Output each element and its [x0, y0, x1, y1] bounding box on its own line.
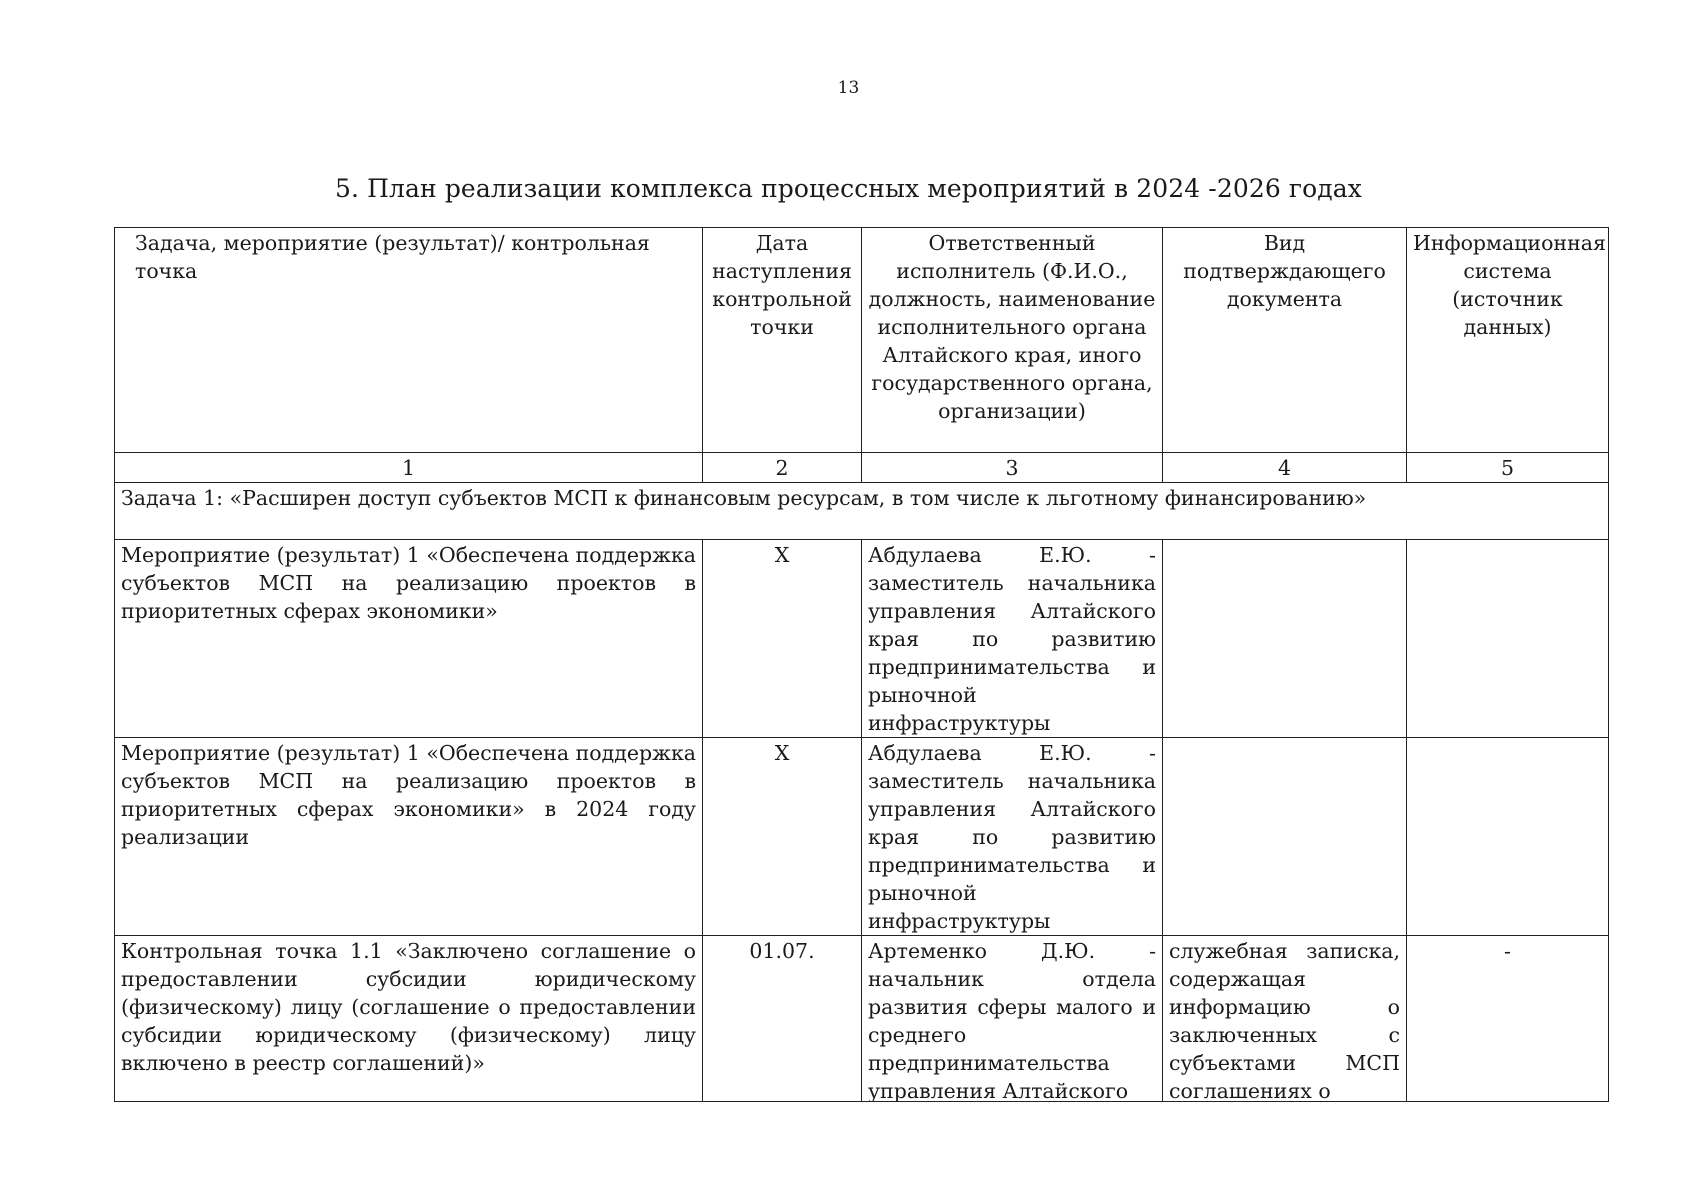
row-name-text: Контрольная точка 1.1 «Заключено соглашение о предоставлении субсидии юридическому (физическому) лицу (соглашение о предоставлении субсидии юридическому (физическому) лицу включено в реестр соглашений)»	[121, 939, 696, 1075]
implementation-plan-table	[114, 227, 1609, 1102]
row-document	[1163, 738, 1407, 936]
page-number: 13	[837, 78, 860, 98]
table-row	[115, 738, 1609, 936]
column-number: 2	[703, 453, 862, 483]
header-document: Вид подтверждающего документа	[1163, 228, 1407, 453]
section-title: 5. План реализации комплекса процессных мероприятий в 2024 -2026 годах	[335, 174, 1362, 203]
header-responsible: Ответственный исполнитель (Ф.И.О., должность, наименование исполнительного органа Алтайского края, иного государственного органа, организации)	[862, 228, 1163, 453]
row-responsible	[862, 936, 1163, 1102]
row-system	[1407, 738, 1609, 936]
row-date: Х	[703, 738, 862, 936]
table-header-row	[115, 228, 1609, 453]
row-date	[703, 936, 862, 1102]
row-responsible: Абдулаева Е.Ю. - заместитель начальника управления Алтайского края по развитию предпринимательства и рыночной инфраструктуры	[862, 540, 1163, 738]
header-task: Задача, мероприятие (результат)/ контрольная точка	[115, 228, 703, 453]
row-name	[115, 936, 703, 1102]
row-document-text: служебная записка, содержащая информацию о заключенных с субъектами МСП соглашениях о	[1169, 939, 1400, 1101]
header-system: Информационная система (источник данных)	[1407, 228, 1609, 453]
row-system	[1407, 540, 1609, 738]
task-title: Задача 1: «Расширен доступ субъектов МСП к финансовым ресурсам, в том числе к льготному финансированию»	[115, 483, 1609, 540]
row-date-text: 01.07.	[749, 939, 815, 963]
column-number: 1	[115, 453, 703, 483]
column-number: 3	[862, 453, 1163, 483]
row-name: Мероприятие (результат) 1 «Обеспечена поддержка субъектов МСП на реализацию проектов в приоритетных сферах экономики» в 2024 году реализации	[115, 738, 703, 936]
row-name: Мероприятие (результат) 1 «Обеспечена поддержка субъектов МСП на реализацию проектов в приоритетных сферах экономики»	[115, 540, 703, 738]
table-row	[115, 540, 1609, 738]
row-responsible-text: Артеменко Д.Ю. - начальник отдела развития сферы малого и среднего предпринимательства управления Алтайского	[868, 939, 1156, 1101]
row-document	[1163, 936, 1407, 1102]
row-system-text: -	[1504, 939, 1511, 963]
row-system	[1407, 936, 1609, 1102]
row-document	[1163, 540, 1407, 738]
task-row	[115, 483, 1609, 540]
row-date: Х	[703, 540, 862, 738]
column-number: 5	[1407, 453, 1609, 483]
header-date: Дата наступления контрольной точки	[703, 228, 862, 453]
column-number: 4	[1163, 453, 1407, 483]
column-number-row	[115, 453, 1609, 483]
row-responsible: Абдулаева Е.Ю. - заместитель начальника управления Алтайского края по развитию предпринимательства и рыночной инфраструктуры	[862, 738, 1163, 936]
table-row	[115, 936, 1609, 1102]
